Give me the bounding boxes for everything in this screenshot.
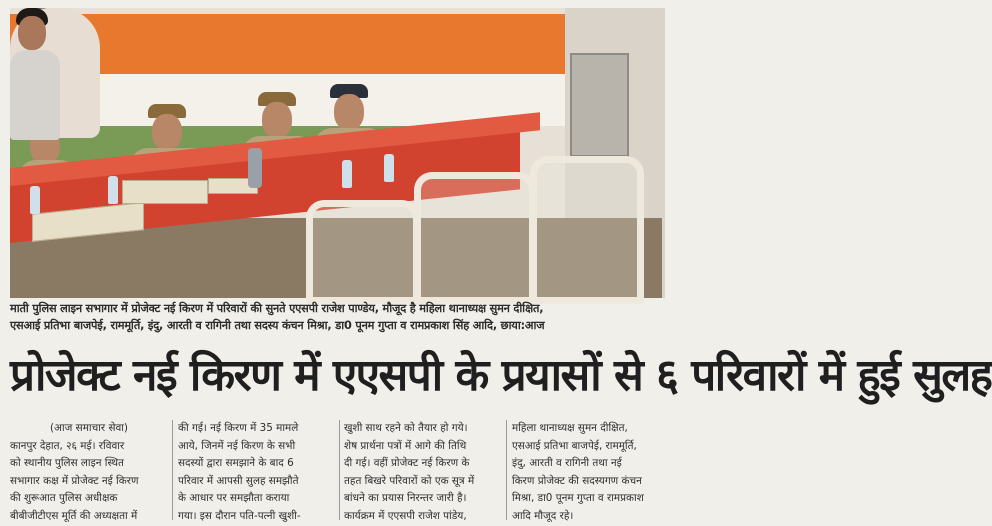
photo-door bbox=[570, 53, 629, 157]
news-photo bbox=[10, 8, 662, 298]
article-column-4 bbox=[512, 420, 670, 526]
article-line: को स्थानीय पुलिस लाइन स्थित bbox=[10, 457, 124, 470]
file-stack-2 bbox=[122, 180, 208, 204]
article-line: शेष प्रार्थना पत्रों में आगे की तिथि bbox=[344, 439, 467, 452]
column-divider bbox=[339, 420, 340, 520]
article-line: की गई। नई किरण में 35 मामले bbox=[178, 422, 299, 434]
article-line: मिश्रा, डा0 पूनम गुप्ता व रामप्रकाश bbox=[512, 492, 644, 505]
article-line: तहत बिखरे परिवारों को एक सूत्र में bbox=[344, 474, 475, 487]
column-divider bbox=[506, 420, 507, 520]
article-line: के आधार पर समझौता कराया bbox=[178, 492, 290, 505]
article-line: परिवार में आपसी सुलह समझौते bbox=[178, 474, 299, 487]
article-line: सदस्यों द्वारा समझाने के बाद 6 bbox=[178, 457, 294, 470]
article-line: गया। इस दौरान पति-पत्नी खुशी- bbox=[178, 509, 301, 522]
photo-caption bbox=[10, 300, 662, 334]
article-line: सभागार कक्ष में प्रोजेक्ट नई किरण bbox=[10, 474, 139, 487]
water-bottle-2 bbox=[108, 176, 118, 204]
article-line: कार्यक्रम में एएसपी राजेश पांडेय, bbox=[344, 509, 467, 522]
article-line: बांधने का प्रयास निरन्तर जारी है। bbox=[344, 492, 467, 505]
article-line: महिला थानाध्यक्ष सुमन दीक्षित, bbox=[512, 422, 628, 434]
article-line: बीबीजीटीएस मूर्ति की अध्यक्षता में bbox=[10, 509, 138, 522]
article-line: की शुरूआत पुलिस अधीक्षक bbox=[10, 492, 118, 505]
water-bottle-4 bbox=[384, 154, 394, 182]
byline: (आज समाचार सेवा) bbox=[49, 422, 128, 434]
flask bbox=[248, 148, 262, 188]
article-line: दी गई। वहीं प्रोजेक्ट नई किरण के bbox=[344, 457, 470, 470]
article-column-3 bbox=[344, 420, 502, 526]
article-line: आये, जिनमें नई किरण के सभी bbox=[178, 439, 296, 452]
article-line: कानपुर देहात, २६ मई। रविवार bbox=[10, 439, 125, 452]
article-column-2 bbox=[178, 420, 336, 526]
column-divider bbox=[172, 420, 173, 520]
plastic-chair-3 bbox=[530, 156, 644, 304]
caption-line: एसआई प्रतिभा बाजपेई, राममूर्ति, इंदु, आरती व रागिनी तथा सदस्य कंचन मिश्रा, डा0 पूनम गुप्ता व रामप्रकाश सिंह आदि, छाया:आज bbox=[10, 319, 545, 332]
plastic-chair-2 bbox=[414, 172, 536, 304]
plastic-chair-1 bbox=[306, 200, 420, 304]
water-bottle-1 bbox=[30, 186, 40, 214]
article-line: इंदु, आरती व रागिनी तथा नई bbox=[512, 457, 622, 470]
article-line: एसआई प्रतिभा बाजपेई, राममूर्ति, bbox=[512, 439, 637, 452]
article-line: किरण प्रोजेक्ट की सदस्यगण कंचन bbox=[512, 474, 642, 487]
article-column-1 bbox=[10, 420, 168, 526]
water-bottle-3 bbox=[342, 160, 352, 188]
headline: प्रोजेक्ट नई किरण में एएसपी के प्रयासों से ६ परिवारों में हुई सुलह bbox=[10, 350, 992, 401]
caption-line: माती पुलिस लाइन सभागार में प्रोजेक्ट नई किरण में परिवारों की सुनते एएसपी राजेश पाण्डेय, मौजूद है महिला थानाध्यक्ष सुमन दीक्षित, bbox=[10, 302, 544, 315]
article-line: खुशी साथ रहने को तैयार हो गये। bbox=[344, 422, 468, 434]
article-line: आदि मौजूद रहे। bbox=[512, 509, 574, 522]
